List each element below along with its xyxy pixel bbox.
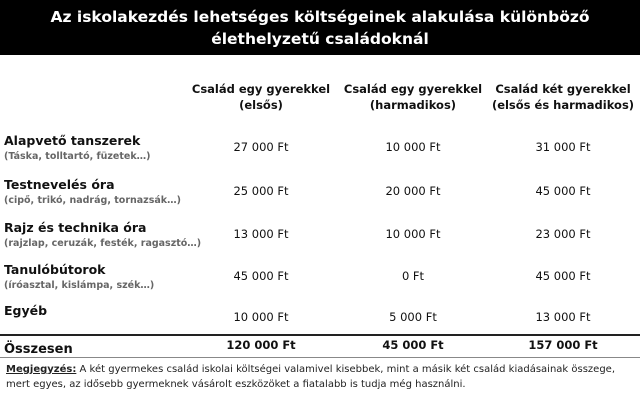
row-label: Testnevelés óra <box>4 177 115 192</box>
footnote-label: Megjegyzés: <box>6 364 77 375</box>
table-cell: 27 000 Ft <box>233 140 289 154</box>
footnote <box>6 362 634 392</box>
table-cell: 23 000 Ft <box>535 227 591 241</box>
table-cell: 0 Ft <box>401 269 425 283</box>
column-header-one-child-third-grade: Család egy gyerekkel (harmadikos) <box>343 82 483 112</box>
row-label: Tanulóbútorok <box>4 262 106 277</box>
row-label: Alapvető tanszerek <box>4 133 141 148</box>
column-header-one-child-first-grade: Család egy gyerekkel (elsős) <box>191 82 331 112</box>
total-cell: 157 000 Ft <box>528 338 598 352</box>
table-cell: 5 000 Ft <box>389 310 437 324</box>
table-cell: 10 000 Ft <box>233 310 289 324</box>
table-cell: 10 000 Ft <box>385 227 441 241</box>
row-sublabel: (Táska, tolltartó, füzetek…) <box>4 151 151 162</box>
page-title-text: Az iskolakezdés lehetséges költségeinek alakulása különböző élethelyzetű családoknál <box>50 7 590 48</box>
column-header-two-children: Család két gyerekkel (elsős és harmadikos) <box>491 82 635 112</box>
table-cell: 31 000 Ft <box>535 140 591 154</box>
page-title <box>0 0 640 55</box>
table-cell: 45 000 Ft <box>535 269 591 283</box>
table-cell: 10 000 Ft <box>385 140 441 154</box>
row-sublabel: (rajzlap, ceruzák, festék, ragasztó…) <box>4 238 202 249</box>
table-cell: 45 000 Ft <box>233 269 289 283</box>
row-sublabel: (cipő, trikó, nadrág, tornazsák…) <box>4 195 181 206</box>
table-cell: 25 000 Ft <box>233 184 289 198</box>
row-sublabel: (íróasztal, kislámpa, szék…) <box>4 280 155 291</box>
total-row <box>0 335 640 359</box>
table-cell: 13 000 Ft <box>535 310 591 324</box>
table-cell: 45 000 Ft <box>535 184 591 198</box>
total-label: Összesen <box>4 342 73 357</box>
row-label: Rajz és technika óra <box>4 220 147 235</box>
note-divider <box>0 357 640 358</box>
table-cell: 20 000 Ft <box>385 184 441 198</box>
row-label: Egyéb <box>4 303 48 318</box>
total-cell: 45 000 Ft <box>382 338 444 352</box>
footnote-text: A két gyermekes család iskolai költségei valamivel kisebbek, mint a másik két család kiadásainak összege, mert egyes, az idősebb gyermeknek vásárolt eszközöket a fiatalabb is tudja még használni. <box>6 364 616 390</box>
table-header <box>0 81 640 115</box>
total-cell: 120 000 Ft <box>226 338 296 352</box>
table-cell: 13 000 Ft <box>233 227 289 241</box>
